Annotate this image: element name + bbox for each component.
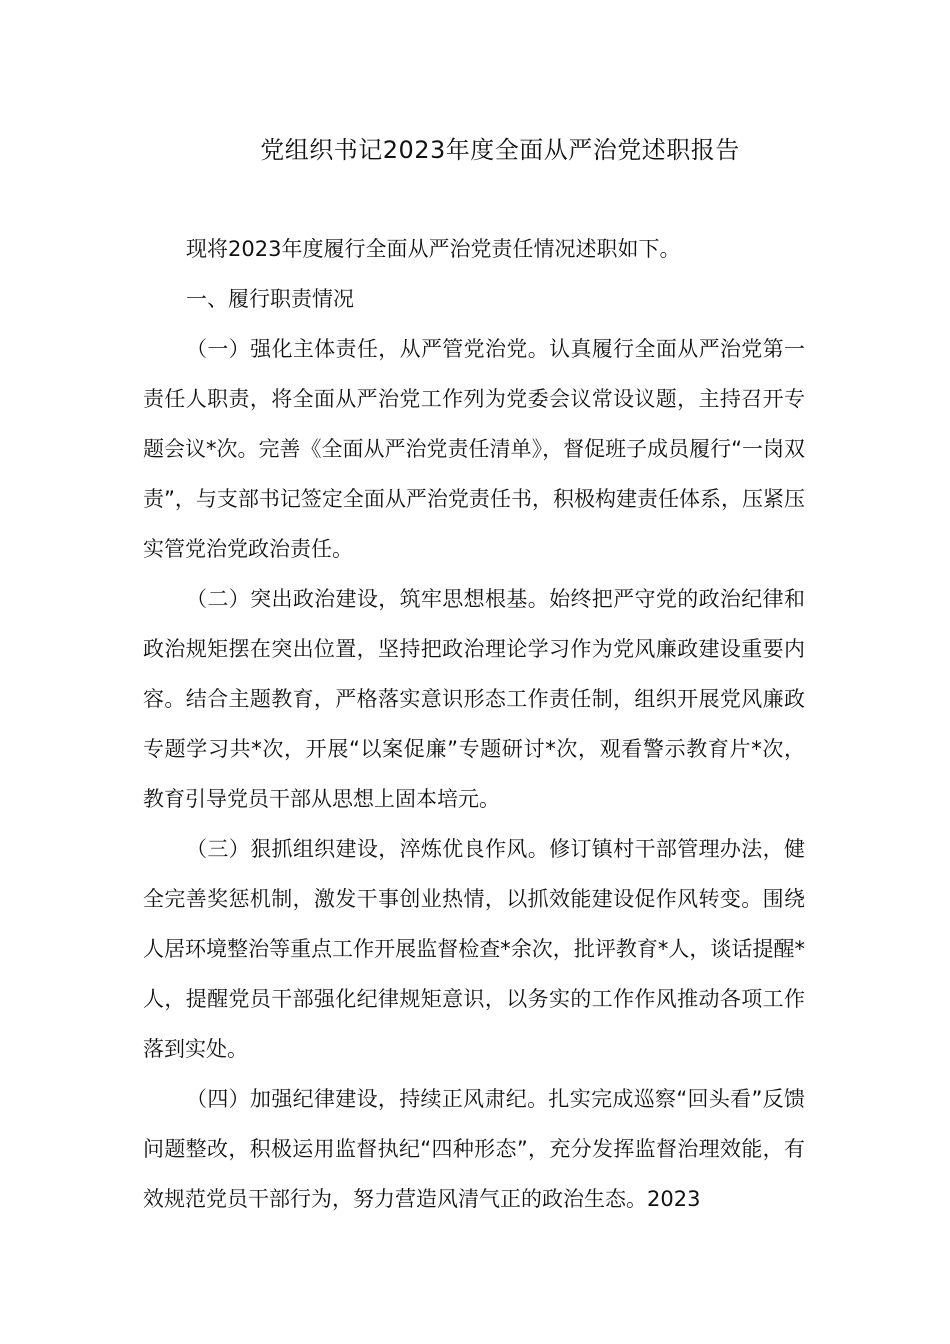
document-body (143, 224, 805, 1224)
section-heading: 一、履行职责情况 (186, 287, 355, 311)
body-paragraph: （四）加强纪律建设，持续正风肃纪。扎实完成巡察“回头看”反馈问题整改，积极运用监督执纪“四种形态”，充分发挥监督治理效能，有效规范党员干部行为，努力营造风清气正的政治生态。2023 (143, 1087, 805, 1211)
document-title: 党组织书记2023年度全面从严治党述职报告 (260, 136, 740, 164)
intro-paragraph: 现将2023年度履行全面从严治党责任情况述职如下。 (186, 237, 681, 261)
body-paragraph: （二）突出政治建设，筑牢思想根基。始终把严守党的政治纪律和政治规矩摆在突出位置，坚持把政治理论学习作为党风廉政建设重要内容。结合主题教育，严格落实意识形态工作责任制，组织开展党风廉政专题学习共*次，开展“以案促廉”专题研讨*次，观看警示教育片*次，教育引导党员干部从思想上固本培元。 (143, 587, 805, 811)
body-paragraph: （三）狠抓组织建设，淬炼优良作风。修订镇村干部管理办法，健全完善奖惩机制，激发干事创业热情，以抓效能建设促作风转变。围绕人居环境整治等重点工作开展监督检查*余次，批评教育*人，谈话提醒*人，提醒党员干部强化纪律规矩意识，以务实的工作作风推动各项工作落到实处。 (143, 837, 805, 1061)
body-paragraph: （一）强化主体责任，从严管党治党。认真履行全面从严治党第一责任人职责，将全面从严治党工作列为党委会议常设议题，主持召开专题会议*次。完善《全面从严治党责任清单》，督促班子成员履行“一岗双责”，与支部书记签定全面从严治党责任书，积极构建责任体系，压紧压实管党治党政治责任。 (143, 337, 805, 561)
